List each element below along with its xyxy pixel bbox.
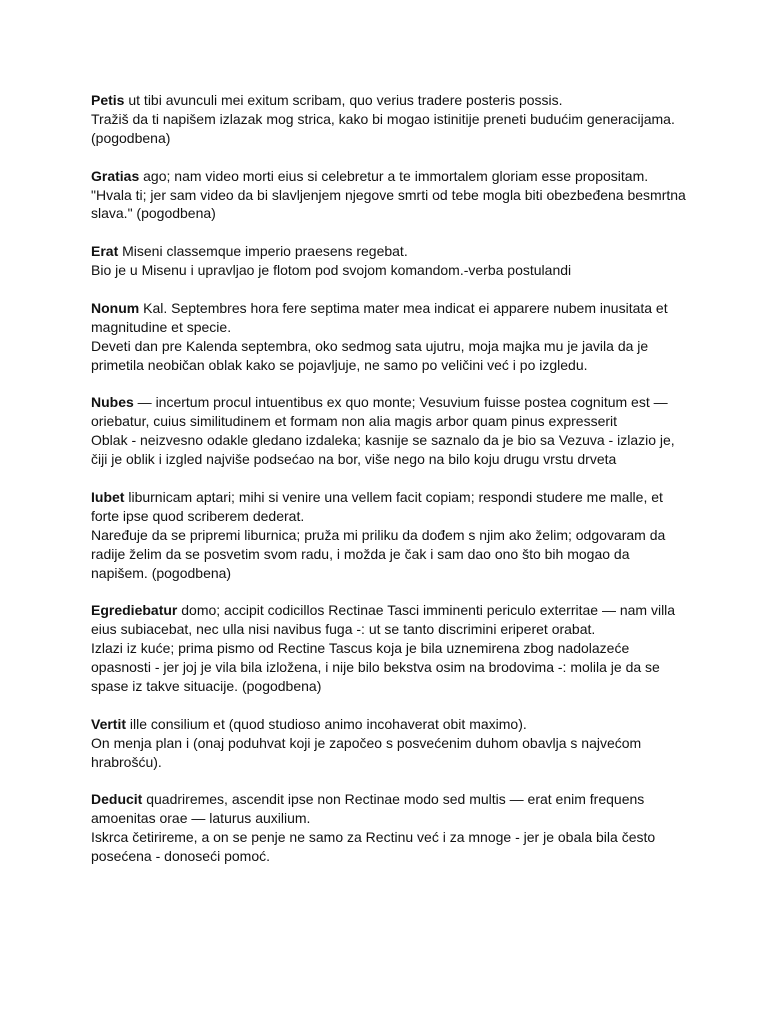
paragraph-lead-word: Petis [91, 92, 125, 108]
line [91, 299, 691, 318]
line [91, 242, 691, 261]
text-line: On menja plan i (onaj poduhvat koji je započeo s posvećenim duhom obavlja s najvećom [91, 734, 642, 751]
paragraph-nonum [91, 299, 691, 375]
text-line: ille consilium et (quod studioso animo incohaverat obit maximo). [126, 715, 527, 732]
paragraph-lead-word: Nonum [91, 299, 140, 316]
paragraph-lead-word: Iubet [91, 488, 125, 505]
text-line: "Hvala ti; jer sam video da bi slavljenjem njegove smrti od tebe mogla biti obezbeđena besmrtna [91, 186, 686, 203]
paragraph-lead-word: Erat [91, 243, 119, 260]
text-line: čiji je oblik i izgled najviše podsećao na bor, više nego na bilo koju drugu vrstu drveta [91, 451, 617, 468]
text-line: opasnosti - jer joj je vila bila izložena, i nije bilo bekstva osim na brodovima -: molila je da se [91, 659, 660, 676]
paragraph-lead-word: Vertit [91, 715, 127, 732]
paragraph-petis [91, 91, 691, 148]
paragraph-lead-word: Deducit [91, 791, 143, 808]
paragraph-iubet [91, 488, 691, 583]
paragraph-gratias [91, 167, 691, 224]
text-line: Izlazi iz kuće; prima pismo od Rectine Tascus koja je bila uznemirena zbog nadolazeće [91, 640, 630, 657]
text-line: Tražiš da ti napišem izlazak mog strica, kako bi mogao istinitije preneti budućim generacijama. [91, 110, 675, 127]
text-line: (pogodbena) [91, 129, 171, 146]
text-line: forte ipse quod scriberem dederat. [91, 507, 305, 524]
line [91, 715, 691, 734]
text-line: primetila neobičan oblak kako se pojavljuje, ne samo po veličini već i po izgledu. [91, 356, 588, 373]
text-line: ut tibi avunculi mei exitum scribam, quo verius tradere posteris possis. [124, 92, 563, 108]
paragraph-erat [91, 242, 691, 280]
text-line: domo; accipit codicillos Rectinae Tasci imminenti periculo exterritae — nam villa [177, 602, 676, 619]
paragraph-lead-word: Gratias [91, 167, 140, 184]
text-line: ago; nam video morti eius si celebretur a te immortalem gloriam esse propositam. [139, 167, 649, 184]
text-line: Miseni classemque imperio praesens regebat. [118, 243, 408, 260]
text-line: — incertum procul intuentibus ex quo monte; Vesuvium fuisse postea cognitum est — [133, 394, 668, 411]
text-line: Iskrca četirireme, a on se penje ne samo za Rectinu već i za mnoge - jer je obala bila često [91, 829, 656, 846]
text-line: Oblak - neizvesno odakle gledano izdaleka; kasnije se saznalo da je bio sa Vezuva - izlazio je, [91, 432, 675, 449]
line [91, 488, 691, 507]
text-line: liburnicam aptari; mihi si venire una vellem facit copiam; respondi studere me malle, et [124, 488, 663, 505]
text-line: amoenitas orae — laturus auxilium. [91, 810, 311, 827]
text-line: Deveti dan pre Kalenda septembra, oko sedmog sata ujutru, moja majka mu je javila da je [91, 337, 649, 354]
document-page [91, 91, 691, 885]
text-line: spase iz takve situacije. (pogodbena) [91, 678, 322, 694]
text-line: posećena - donoseći pomoć. [91, 848, 270, 865]
text-line: oriebatur, cuius similitudinem et formam non alia magis arbor quam pinus expresserit [91, 413, 618, 430]
text-line: Bio je u Misenu i upravljao je flotom pod svojom komandom.-verba postulandi [91, 262, 572, 279]
line [91, 167, 691, 186]
paragraph-deducit [91, 790, 691, 866]
text-line: quadriremes, ascendit ipse non Rectinae modo sed multis — erat enim frequens [142, 791, 645, 808]
text-line: Kal. Septembres hora fere septima mater mea indicat ei apparere nubem inusitata et [139, 299, 668, 316]
paragraph-nubes [91, 393, 691, 469]
text-line: slava." (pogodbena) [91, 205, 216, 222]
text-line: hrabrošću). [91, 753, 162, 770]
paragraph-egrediebatur [91, 601, 691, 696]
paragraph-lead-word: Nubes [91, 394, 134, 411]
text-line: Naređuje da se pripremi liburnica; pruža mi priliku da dođem s njim ako želim; odgovaram da [91, 526, 666, 543]
paragraph-lead-word: Egrediebatur [91, 602, 178, 619]
line [91, 91, 691, 110]
line [91, 601, 691, 620]
text-line: radije želim da se posvetim svom radu, i možda je čak i sam dao ono što bih mogao da [91, 545, 630, 562]
text-line: napišem. (pogodbena) [91, 564, 232, 581]
line [91, 790, 691, 809]
line [91, 393, 691, 412]
paragraph-vertit [91, 715, 691, 772]
text-line: eius subiacebat, nec ulla nisi navibus fuga -: ut se tanto discrimini eriperet orabat. [91, 621, 596, 638]
text-line: magnitudine et specie. [91, 318, 232, 335]
